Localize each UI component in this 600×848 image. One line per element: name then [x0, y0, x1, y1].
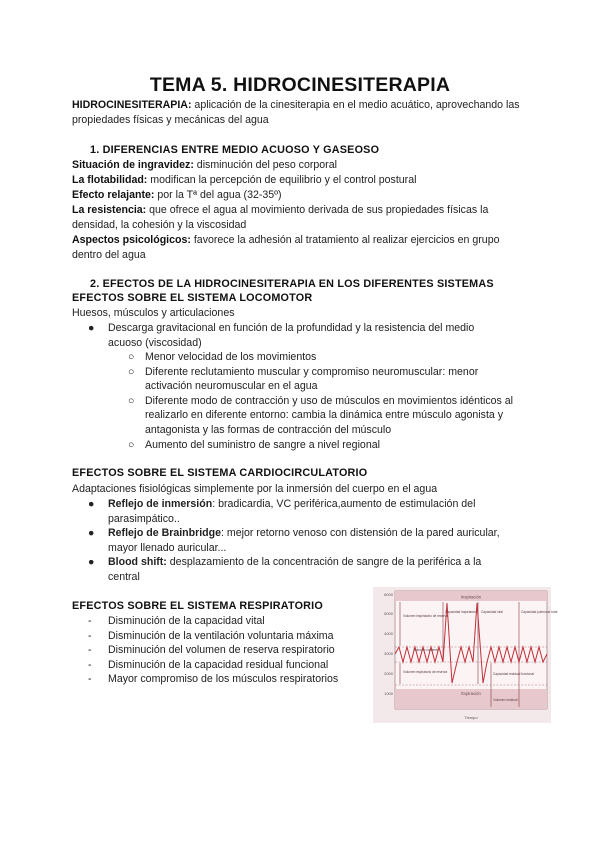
- locomotor-bullet-list: [88, 321, 508, 350]
- dash-marker: -: [88, 658, 92, 671]
- list-item: [88, 643, 368, 658]
- item-text: desplazamiento de la concentración de sangre de la periférica a la central: [108, 556, 482, 583]
- list-item: [88, 526, 503, 555]
- item-term: La resistencia:: [72, 204, 147, 216]
- cardio-heading: EFECTOS SOBRE EL SISTEMA CARDIOCIRCULATORIO: [72, 467, 368, 479]
- list-item: [88, 658, 368, 673]
- item-text: disminución del peso corporal: [193, 159, 337, 171]
- list-item-text: Disminución de la ventilación voluntaria máxima: [108, 629, 334, 642]
- list-item-text: Disminución de la capacidad vital: [108, 615, 265, 627]
- section1-item: [72, 158, 532, 173]
- section1-item: [72, 203, 532, 232]
- list-item: [128, 394, 515, 438]
- item-term: Aspectos psicológicos:: [72, 234, 191, 246]
- list-item: [88, 555, 503, 584]
- item-term: La flotabilidad:: [72, 174, 148, 186]
- cardio-subtitle: Adaptaciones fisiológicas simplemente por la inmersión del cuerpo en el agua: [72, 483, 438, 495]
- tlc-label: Capacidad pulmonar total: [521, 610, 558, 614]
- bullet-marker: ●: [88, 498, 95, 510]
- bottom-label: Expiración: [461, 691, 481, 696]
- list-item: [128, 365, 515, 394]
- irv-label: Volumen inspiratorio de reserva: [403, 614, 448, 618]
- item-text: por la Tª del agua (32-35º): [154, 189, 282, 201]
- list-item-text: Disminución del volumen de reserva respiratorio: [108, 644, 335, 657]
- locomotor-sub-list: [128, 350, 515, 452]
- item-term: Reflejo de inmersión: [108, 498, 213, 510]
- cardio-list: [88, 497, 503, 585]
- section1-item: [72, 233, 532, 262]
- y-tick-label: 1000: [384, 691, 393, 696]
- y-tick-label: 6000: [384, 592, 393, 597]
- bullet-marker: ●: [88, 322, 95, 334]
- top-label: Inspiración: [460, 594, 482, 600]
- list-item-text: Descarga gravitacional en función de la profundidad y la resistencia del medio acuoso (viscosidad): [108, 322, 475, 349]
- bullet-marker: ●: [88, 527, 95, 540]
- circle-marker: ○: [128, 394, 135, 407]
- resp-list: [88, 614, 368, 687]
- list-item-text: Aumento del suministro de sangre a nivel regional: [145, 438, 380, 451]
- list-item-text: Diferente reclutamiento muscular y compromiso neuromuscular: menor activación neuromuscular en el agua: [145, 365, 479, 393]
- item-text: modifican la percepción de equilibrio y el control postural: [147, 174, 417, 186]
- lung-volumes-figure: [373, 587, 558, 723]
- list-item: [88, 629, 368, 644]
- intro-term: HIDROCINESITERAPIA:: [72, 99, 192, 111]
- list-item: [128, 350, 515, 365]
- bullet-marker: ●: [88, 556, 95, 569]
- dash-marker: -: [88, 629, 92, 642]
- circle-marker: ○: [128, 351, 135, 363]
- item-text: favorece la adhesión al tratamiento al realizar ejercicios en grupo dentro del agua: [72, 234, 500, 261]
- circle-marker: ○: [128, 438, 135, 451]
- intro-text: aplicación de la cinesiterapia en el medio acuático, aprovechando las propiedades físicas y mecánicas del agua: [72, 99, 520, 126]
- ic-label: Capacidad inspiratoria: [445, 610, 477, 614]
- y-tick-label: 3000: [384, 651, 393, 656]
- vc-label: Capacidad vital: [481, 610, 503, 614]
- section1-item: [72, 188, 532, 203]
- vt-label: Volumen corriente: [413, 648, 439, 652]
- list-item: [88, 672, 368, 687]
- x-axis-label: Tiempo: [464, 715, 478, 720]
- y-tick-label: 5000: [384, 611, 393, 616]
- list-item: [88, 614, 368, 629]
- frc-label: Capacidad residual funcional: [493, 672, 534, 676]
- item-text: que ofrece el agua al movimiento derivada de sus propiedades físicas la densidad, la cohesión y la viscosidad: [72, 204, 489, 231]
- item-term: Reflejo de Brainbridge: [108, 527, 222, 540]
- item-term: Situación de ingravidez:: [72, 159, 194, 171]
- intro-paragraph: [72, 98, 532, 127]
- item-text: : bradicardia, VC periférica,aumento de estimulación del parasimpático..: [108, 498, 476, 525]
- resp-heading: EFECTOS SOBRE EL SISTEMA RESPIRATORIO: [72, 600, 323, 612]
- list-item-text: Diferente modo de contracción y uso de músculos en movimientos idénticos al realizarlo en diferente entorno: cambia la dinámica entre músculo agonista y antagonista y las formas de contracción del músculo: [145, 394, 514, 436]
- list-item-text: Menor velocidad de los movimientos: [145, 351, 317, 363]
- circle-marker: ○: [128, 365, 135, 378]
- locomotor-subtitle: Huesos, músculos y articulaciones: [72, 307, 235, 319]
- list-item: [88, 321, 508, 350]
- list-item-text: Mayor compromiso de los músculos respiratorios: [108, 673, 339, 686]
- item-term: Blood shift:: [108, 556, 167, 569]
- section1-item: [72, 173, 532, 188]
- dash-marker: -: [88, 644, 92, 657]
- list-item: [88, 497, 503, 526]
- locomotor-heading: EFECTOS SOBRE EL SISTEMA LOCOMOTOR: [72, 292, 313, 304]
- dash-marker: -: [88, 673, 92, 686]
- item-text: : mejor retorno venoso con distensión de la pared auricular, mayor llenado auricular...: [108, 527, 500, 554]
- rv-label: Volumen residual: [493, 698, 518, 702]
- section2-heading: 2. EFECTOS DE LA HIDROCINESITERAPIA EN LOS DIFERENTES SISTEMAS: [90, 278, 494, 290]
- page-title: TEMA 5. HIDROCINESITERAPIA: [149, 74, 451, 96]
- list-item-text: Disminución de la capacidad residual funcional: [108, 658, 329, 671]
- dash-marker: -: [88, 615, 92, 627]
- section1-heading: 1. DIFERENCIAS ENTRE MEDIO ACUOSO Y GASEOSO: [90, 144, 380, 156]
- item-term: Efecto relajante:: [72, 189, 155, 201]
- erv-label: Volumen espiratorio de reserva: [403, 670, 448, 674]
- y-tick-label: 2000: [384, 671, 393, 676]
- list-item: [128, 438, 515, 453]
- y-tick-label: 4000: [384, 631, 393, 636]
